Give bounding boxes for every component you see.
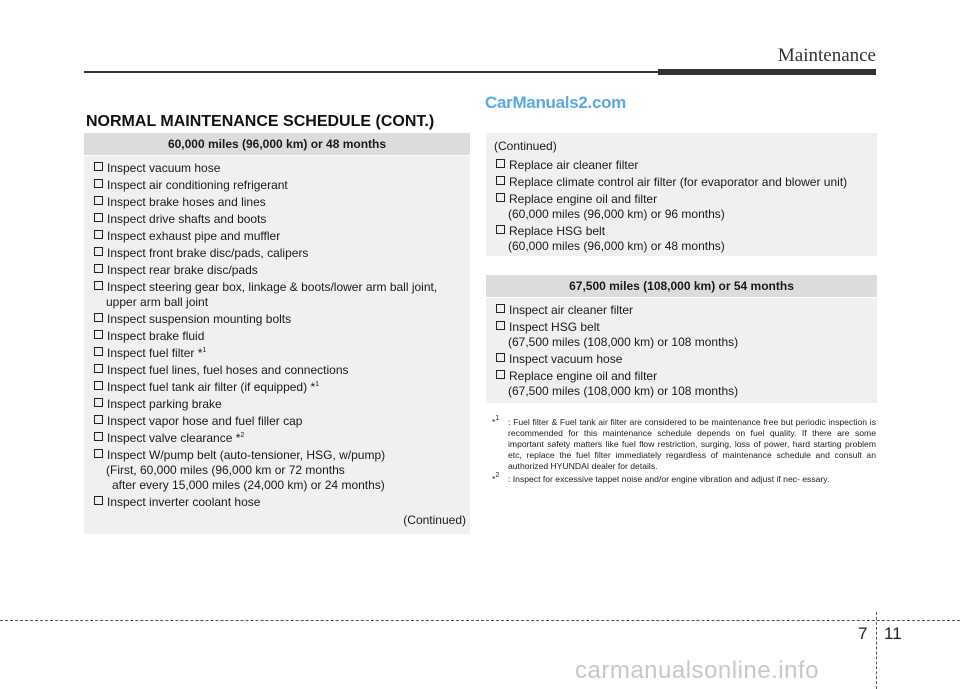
list-item: Replace engine oil and filter (67,500 miles (108,000 km) or 108 months) <box>496 370 867 397</box>
checkbox-icon <box>94 496 103 505</box>
footnote-ref: 1 <box>202 347 207 354</box>
list-item: Inspect inverter coolant hose <box>94 496 460 508</box>
footnote-text: : Fuel filter & Fuel tank air filter are considered to be maintenance free but periodic inspection is recommended for this maintenance schedule depends on fuel quality. If there are some important safety matters like fuel flow restriction, surging, loss of power, hard starting problem etc, replace the fuel filter immediately regardless of maintenance schedule and consult an authorized HYUNDAI dealer for details. <box>508 417 876 471</box>
header-rule <box>84 71 658 73</box>
checkbox-icon <box>496 370 505 379</box>
checkbox-icon <box>94 381 103 390</box>
list-item: Replace air cleaner filter <box>496 159 867 171</box>
site-watermark: carmanualsonline.info <box>575 657 819 684</box>
header-rule-thick <box>658 69 876 75</box>
list-item: Inspect vapor hose and fuel filler cap <box>94 415 460 427</box>
checkbox-icon <box>94 162 103 171</box>
list-item: Inspect vacuum hose <box>94 162 460 174</box>
checkbox-icon <box>496 159 505 168</box>
schedule-panel-continued <box>486 133 877 256</box>
footnote <box>492 474 876 485</box>
continued-label: (Continued) <box>494 139 557 153</box>
checkbox-icon <box>496 353 505 362</box>
footnote-ref: 1 <box>315 381 320 388</box>
list-item: Inspect brake fluid <box>94 330 460 342</box>
checkbox-icon <box>94 281 103 290</box>
checklist <box>486 298 877 397</box>
list-item: Replace HSG belt (60,000 miles (96,000 km) or 48 months) <box>496 225 867 252</box>
checkbox-icon <box>94 179 103 188</box>
checkbox-icon <box>94 432 103 441</box>
checkbox-icon <box>496 193 505 202</box>
checkbox-icon <box>94 264 103 273</box>
chapter-number: 7 <box>858 624 868 643</box>
list-item: Inspect brake hoses and lines <box>94 196 460 208</box>
checkbox-icon <box>94 230 103 239</box>
footnote-text: : Inspect for excessive tappet noise and/or engine vibration and adjust if nec- essary. <box>508 474 830 484</box>
page-title: NORMAL MAINTENANCE SCHEDULE (CONT.) <box>86 113 435 130</box>
list-item: Inspect HSG belt (67,500 miles (108,000 km) or 108 months) <box>496 321 867 348</box>
list-item: Inspect W/pump belt (auto-tensioner, HSG, w/pump) (First, 60,000 miles (96,000 km or 72 months after every 15,000 miles (24,000 km) or 24 months) <box>94 449 460 491</box>
checkbox-icon <box>94 364 103 373</box>
list-item: Inspect exhaust pipe and muffler <box>94 230 460 242</box>
checkbox-icon <box>94 449 103 458</box>
list-item: Inspect rear brake disc/pads <box>94 264 460 276</box>
checklist <box>486 159 877 252</box>
list-item: Inspect drive shafts and boots <box>94 213 460 225</box>
list-item: Inspect air conditioning refrigerant <box>94 179 460 191</box>
panel-heading: 60,000 miles (96,000 km) or 48 months <box>84 133 470 156</box>
checklist <box>84 156 470 508</box>
list-item: Replace climate control air filter (for evaporator and blower unit) <box>496 176 867 188</box>
schedule-panel-60000 <box>84 133 470 534</box>
page-number: 11 <box>884 624 902 643</box>
list-item: Inspect front brake disc/pads, calipers <box>94 247 460 259</box>
list-item: Inspect air cleaner filter <box>496 304 867 316</box>
checkbox-icon <box>94 330 103 339</box>
footnote-mark: *$^1$ <box>492 415 500 427</box>
panel-heading: 67,500 miles (108,000 km) or 54 months <box>486 275 877 298</box>
checkbox-icon <box>94 347 103 356</box>
schedule-panel-67500 <box>486 275 877 403</box>
list-item: Inspect vacuum hose <box>496 353 867 365</box>
list-item: Inspect parking brake <box>94 398 460 410</box>
item-continuation: (67,500 miles (108,000 km) or 108 months) <box>508 335 739 349</box>
footnote-ref: 2 <box>240 432 245 439</box>
list-item: Inspect fuel filter *$^1$ <box>94 347 460 359</box>
footer-divider <box>876 612 877 689</box>
checkbox-icon <box>496 176 505 185</box>
list-item: Inspect fuel lines, fuel hoses and connections <box>94 364 460 376</box>
footnote-mark: *$^2$ <box>492 472 500 484</box>
checkbox-icon <box>496 225 505 234</box>
watermark-text: CarManuals2.com <box>485 93 626 112</box>
section-header: Maintenance <box>777 45 876 66</box>
item-continuation: after every 15,000 miles (24,000 km) or 24 months) <box>112 478 385 492</box>
checkbox-icon <box>496 304 505 313</box>
footnote <box>492 417 876 472</box>
item-continuation: (First, 60,000 miles (96,000 km or 72 months <box>106 463 345 477</box>
list-item: Inspect valve clearance *$^2$ <box>94 432 460 444</box>
footer-dashed-line <box>0 620 960 621</box>
item-continuation: (67,500 miles (108,000 km) or 108 months) <box>508 384 739 398</box>
item-continuation: (60,000 miles (96,000 km) or 48 months) <box>508 239 725 253</box>
list-item: Replace engine oil and filter (60,000 miles (96,000 km) or 96 months) <box>496 193 867 220</box>
list-item: Inspect suspension mounting bolts <box>94 313 460 325</box>
item-continuation: upper arm ball joint <box>106 295 209 309</box>
checkbox-icon <box>94 398 103 407</box>
checkbox-icon <box>94 196 103 205</box>
list-item: Inspect fuel tank air filter (if equipped) *$^1$ <box>94 381 460 393</box>
item-continuation: (60,000 miles (96,000 km) or 96 months) <box>508 207 725 221</box>
continued-label: (Continued) <box>403 513 466 527</box>
list-item: Inspect steering gear box, linkage & boots/lower arm ball joint, upper arm ball joint <box>94 281 460 308</box>
checkbox-icon <box>94 213 103 222</box>
checkbox-icon <box>496 321 505 330</box>
checkbox-icon <box>94 247 103 256</box>
footnotes <box>492 417 876 487</box>
checkbox-icon <box>94 313 103 322</box>
checkbox-icon <box>94 415 103 424</box>
